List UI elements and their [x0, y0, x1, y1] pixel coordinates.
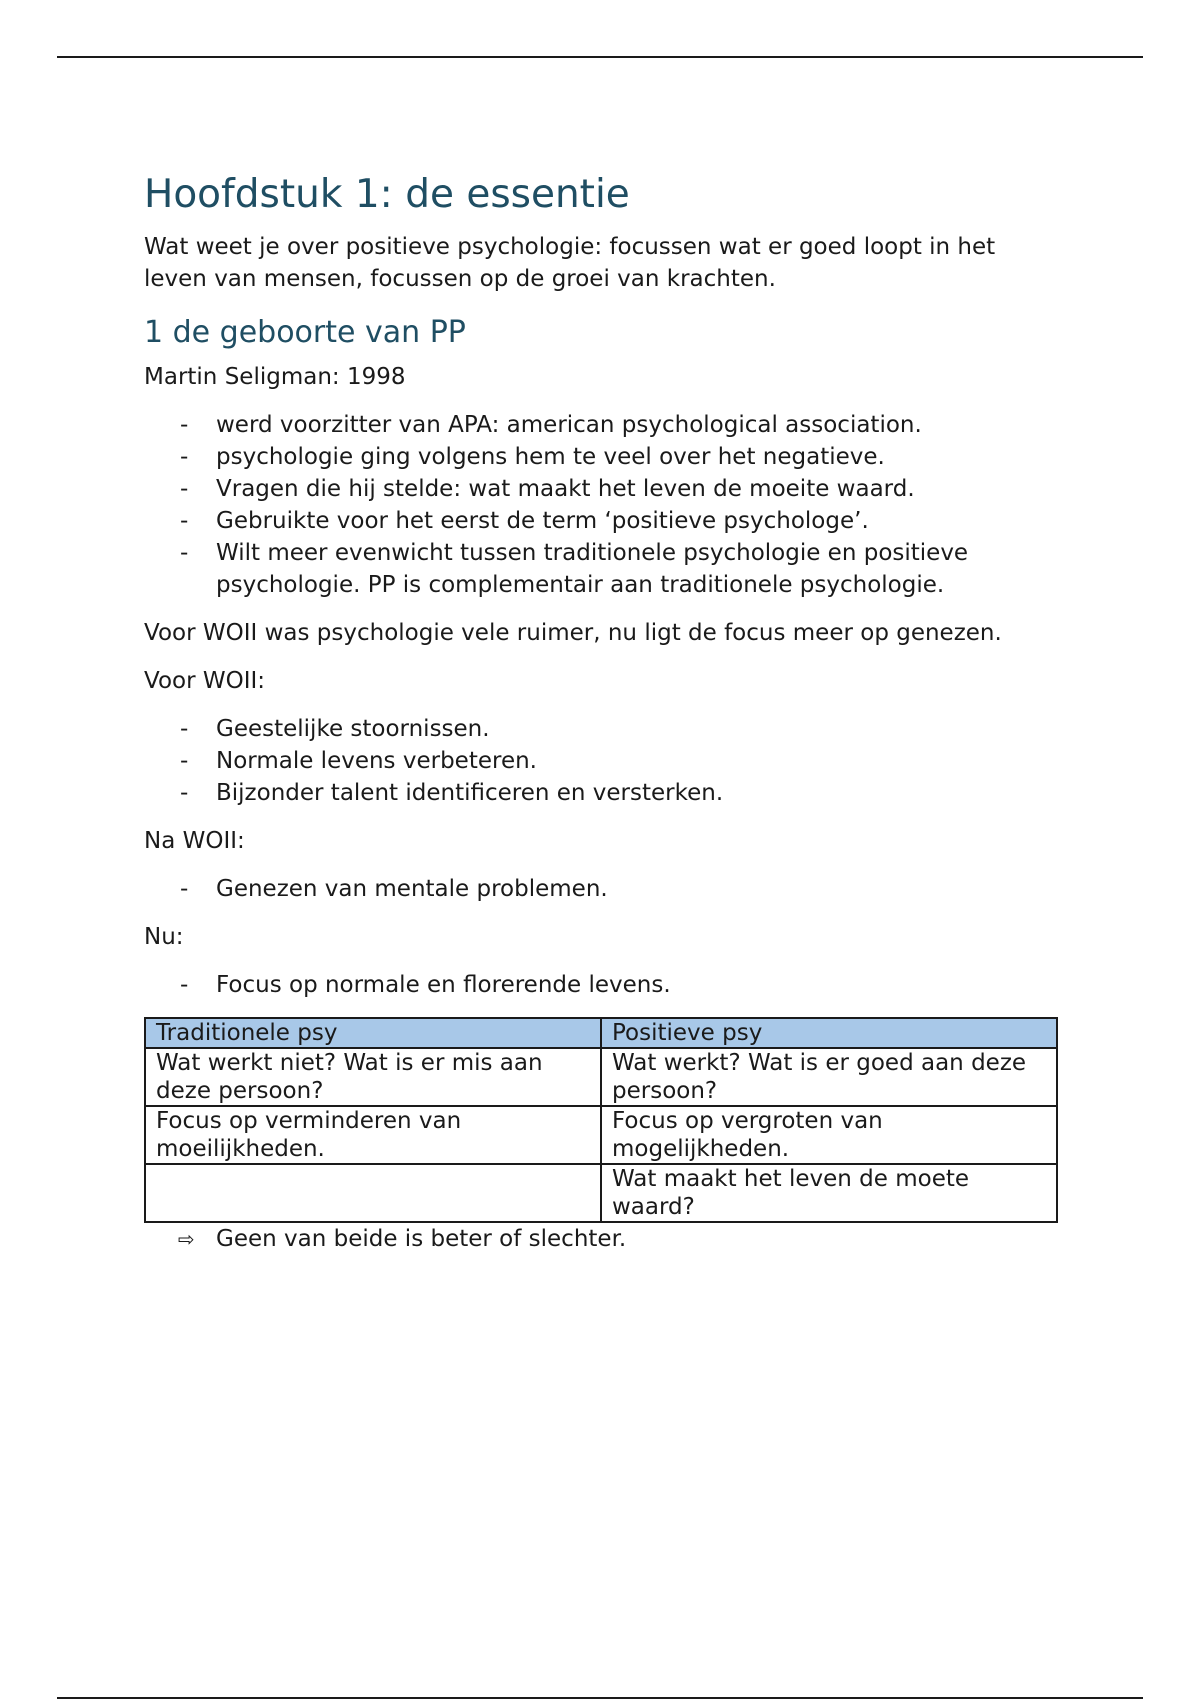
- top-rule: [57, 56, 1143, 58]
- seligman-list: [144, 409, 1064, 601]
- table-cell: Focus op verminderen van moeilijkheden.: [145, 1106, 601, 1164]
- table-header-row: [145, 1018, 1057, 1048]
- voor-woii-label: Voor WOII:: [144, 667, 266, 694]
- table-row: [145, 1164, 1057, 1222]
- table-cell: Wat werkt? Wat is er goed aan deze persoon?: [601, 1048, 1057, 1106]
- table-cell: Wat werkt niet? Wat is er mis aan deze persoon?: [145, 1048, 601, 1106]
- list-item: - werd voorzitter van APA: american psychological association.: [144, 409, 1064, 441]
- dash-marker: -: [180, 747, 189, 774]
- list-item: - Bijzonder talent identificeren en versterken.: [144, 777, 1064, 809]
- dash-marker: -: [180, 715, 189, 742]
- dash-marker: -: [180, 875, 189, 902]
- list-item: - Wilt meer evenwicht tussen traditionele psychologie en positieve psychologie. PP is complementair aan traditionele psychologie.: [144, 537, 1064, 601]
- intro-paragraph: Wat weet je over positieve psychologie: focussen wat er goed loopt in het leven van mensen, focussen op de groei van krachten.: [144, 233, 996, 292]
- list-item: - Geestelijke stoornissen.: [144, 713, 1064, 745]
- arrow-right-icon: ⇨: [178, 1226, 195, 1251]
- table-row: [145, 1106, 1057, 1164]
- list-item: - Gebruikte voor het eerst de term ‘positieve psychologe’.: [144, 505, 1064, 537]
- na-woii-label: Na WOII:: [144, 827, 245, 854]
- dash-marker: -: [180, 507, 189, 534]
- table-header-cell: Traditionele psy: [145, 1018, 601, 1048]
- section-heading: 1 de geboorte van PP: [144, 314, 466, 350]
- dash-marker: -: [180, 475, 189, 502]
- nu-label: Nu:: [144, 923, 184, 950]
- dash-marker: -: [180, 539, 189, 566]
- document-body: [144, 172, 1064, 1255]
- list-item: - Normale levens verbeteren.: [144, 745, 1064, 777]
- dash-marker: -: [180, 779, 189, 806]
- dash-marker: -: [180, 443, 189, 470]
- table-cell: Wat maakt het leven de moete waard?: [601, 1164, 1057, 1222]
- voor-woii-list: [144, 713, 1064, 809]
- list-item: - Vragen die hij stelde: wat maakt het leven de moeite waard.: [144, 473, 1064, 505]
- conclusion-text: Geen van beide is beter of slechter.: [216, 1225, 627, 1252]
- conclusion-note: [144, 1223, 1064, 1255]
- list-item: - Focus op normale en florerende levens.: [144, 969, 1064, 1001]
- nu-list: [144, 969, 1064, 1001]
- list-item: - psychologie ging volgens hem te veel over het negatieve.: [144, 441, 1064, 473]
- woii-paragraph: Voor WOII was psychologie vele ruimer, nu ligt de focus meer op genezen.: [144, 619, 1002, 646]
- list-item: - Genezen van mentale problemen.: [144, 873, 1064, 905]
- dash-marker: -: [180, 971, 189, 998]
- table-row: [145, 1048, 1057, 1106]
- table-cell: Focus op vergroten van mogelijkheden.: [601, 1106, 1057, 1164]
- chapter-heading: Hoofdstuk 1: de essentie: [144, 172, 630, 217]
- bottom-rule: [57, 1697, 1143, 1699]
- na-woii-list: [144, 873, 1064, 905]
- seligman-line: Martin Seligman: 1998: [144, 363, 406, 390]
- table-cell: [145, 1164, 601, 1222]
- table-header-cell: Positieve psy: [601, 1018, 1057, 1048]
- comparison-table: [144, 1017, 1058, 1223]
- dash-marker: -: [180, 411, 189, 438]
